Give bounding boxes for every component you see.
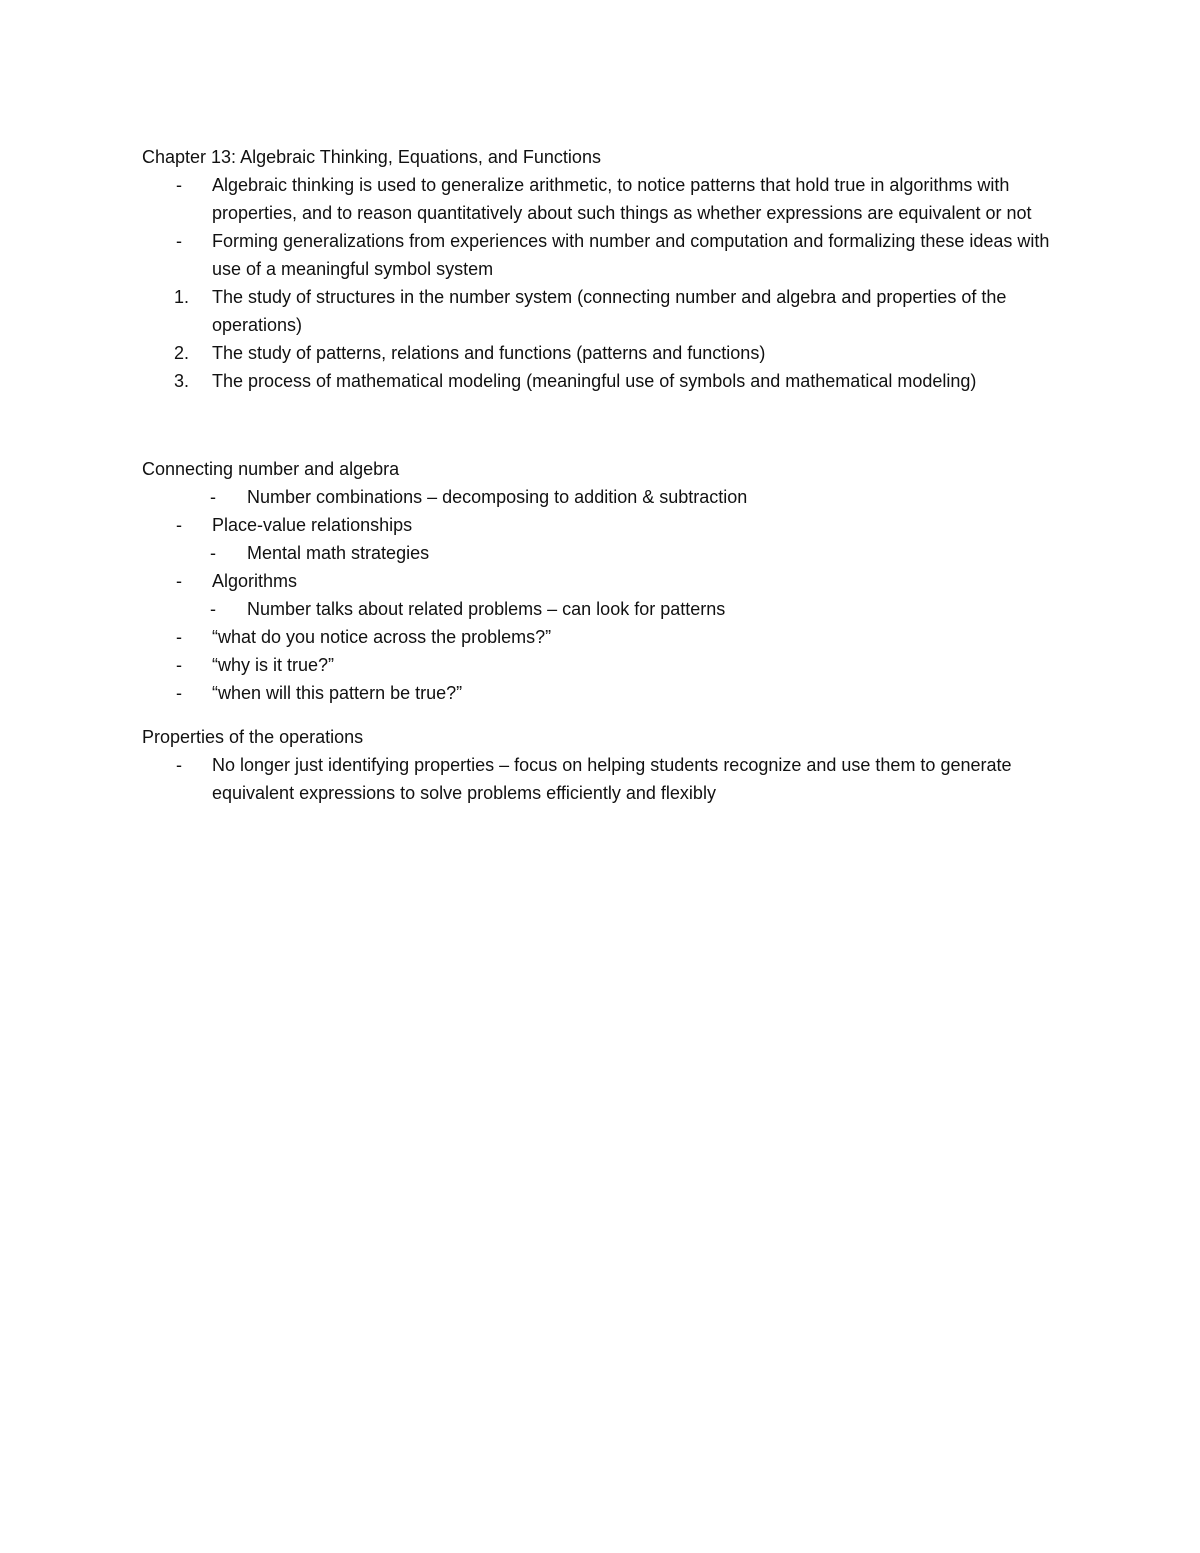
list-item-text: No longer just identifying properties – focus on helping students recognize and use them to generate equivalent expressions to solve problems efficiently and flexibly (212, 755, 1012, 803)
dash-marker: - (176, 571, 182, 591)
dash-marker: - (210, 543, 216, 563)
document-content (142, 143, 1072, 807)
dash-marker: - (176, 627, 182, 647)
list-item (142, 283, 1072, 339)
dash-marker: - (176, 515, 182, 535)
list-item-text: The process of mathematical modeling (meaningful use of symbols and mathematical modeling) (212, 371, 977, 391)
list-item-text: Forming generalizations from experiences with number and computation and formalizing these ideas with use of a meaningful symbol system (212, 231, 1050, 279)
list-item (142, 539, 1072, 567)
list-item (142, 339, 1072, 367)
list-item-text: “what do you notice across the problems?” (212, 627, 552, 647)
list-item (142, 227, 1072, 283)
list-item-text: The study of patterns, relations and functions (patterns and functions) (212, 343, 766, 363)
connecting-number-list (142, 483, 1072, 707)
list-item (142, 567, 1072, 595)
list-item-text: Number combinations – decomposing to addition & subtraction (247, 487, 748, 507)
page-title: Chapter 13: Algebraic Thinking, Equations, and Functions (142, 147, 601, 167)
list-item (142, 171, 1072, 227)
number-marker: 1. (174, 287, 190, 307)
dash-marker: - (210, 599, 216, 619)
list-item (142, 623, 1072, 651)
section-heading-properties-of-the-operations: Properties of the operations (142, 727, 364, 747)
number-marker: 3. (174, 371, 190, 391)
dash-marker: - (176, 683, 182, 703)
list-item (142, 679, 1072, 707)
list-item-text: The study of structures in the number system (connecting number and algebra and properties of the operations) (212, 287, 1007, 335)
list-item-text: “why is it true?” (212, 655, 335, 675)
dash-marker: - (176, 175, 182, 195)
list-item (142, 651, 1072, 679)
dash-marker: - (176, 755, 182, 775)
intro-bullet-list (142, 171, 1072, 283)
dash-marker: - (210, 487, 216, 507)
dash-marker: - (176, 655, 182, 675)
number-marker: 2. (174, 343, 190, 363)
numbered-list (142, 283, 1072, 395)
properties-list (142, 751, 1072, 807)
list-item-text: Algebraic thinking is used to generalize arithmetic, to notice patterns that hold true in algorithms with properties, and to reason quantitatively about such things as whether expressions are equivalent or not (212, 175, 1032, 223)
list-item (142, 595, 1072, 623)
list-item-text: Algorithms (212, 571, 298, 591)
list-item (142, 751, 1072, 807)
list-item-text: Mental math strategies (247, 543, 430, 563)
list-item-text: Number talks about related problems – can look for patterns (247, 599, 726, 619)
list-item (142, 483, 1072, 511)
list-item-text: “when will this pattern be true?” (212, 683, 463, 703)
list-item-text: Place-value relationships (212, 515, 413, 535)
dash-marker: - (176, 231, 182, 251)
list-item (142, 511, 1072, 539)
list-item (142, 367, 1072, 395)
section-heading-connecting-number-and-algebra: Connecting number and algebra (142, 459, 400, 479)
